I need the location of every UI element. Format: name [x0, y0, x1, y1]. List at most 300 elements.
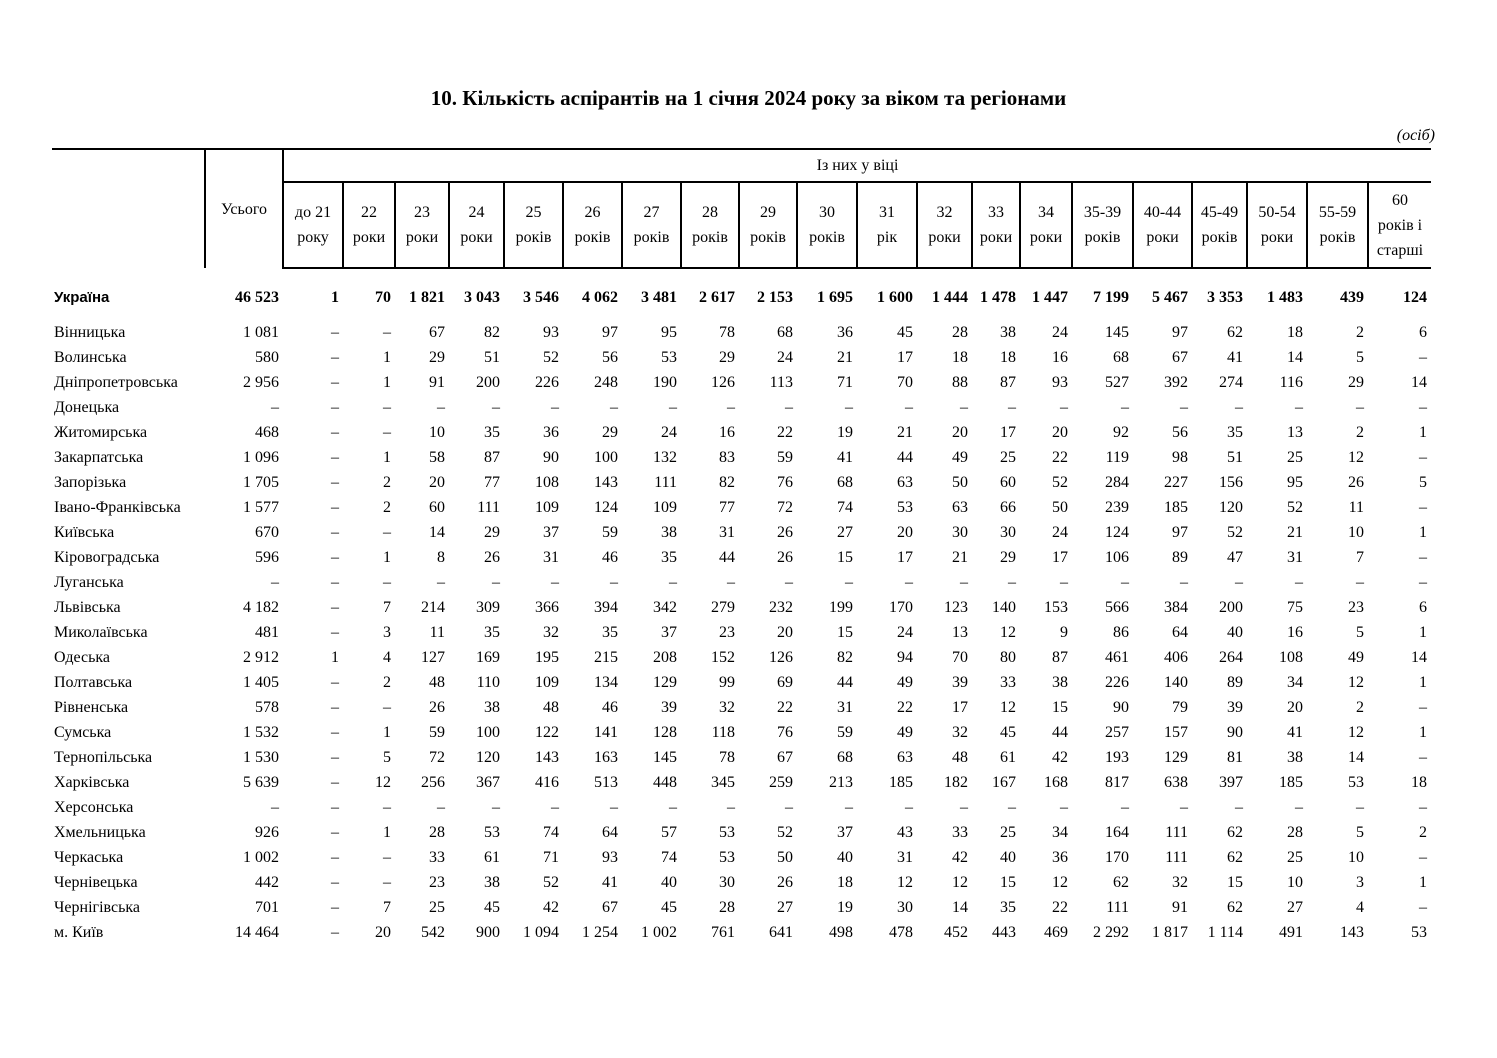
- age-value-cell: 45: [1000, 724, 1016, 741]
- age-value-cell: 108: [1279, 649, 1303, 666]
- age-value-cell: –: [1356, 799, 1364, 816]
- age-value-cell: 71: [543, 849, 559, 866]
- region-name: Полтавська: [54, 674, 133, 691]
- age-header: [395, 182, 449, 268]
- age-value-cell: 93: [543, 324, 559, 341]
- age-value-cell: 82: [719, 474, 735, 491]
- age-header: [1072, 182, 1133, 268]
- age-value-cell: 20: [429, 474, 445, 491]
- age-value-cell: 89: [1227, 674, 1243, 691]
- age-header: [1192, 182, 1247, 268]
- age-value-cell: 279: [711, 599, 735, 616]
- region-name: Херсонська: [54, 799, 134, 816]
- age-value-cell: 12: [1348, 449, 1364, 466]
- age-value-cell: –: [383, 574, 391, 591]
- age-value-cell: –: [1180, 799, 1188, 816]
- age-value-cell: 12: [375, 774, 391, 791]
- age-value-cell: 64: [602, 824, 618, 841]
- age-value-cell: 182: [944, 774, 968, 791]
- age-value-cell: 17: [952, 699, 968, 716]
- age-value-cell: 34: [1052, 824, 1068, 841]
- age-value-cell: 74: [837, 499, 853, 516]
- age-value-cell: 74: [543, 824, 559, 841]
- age-value-cell: 59: [602, 524, 618, 541]
- age-header-line: роки: [460, 229, 493, 246]
- age-value-cell: 200: [1219, 599, 1243, 616]
- age-header: [1020, 182, 1072, 268]
- age-value-cell: –: [331, 749, 339, 766]
- age-value-cell: 12: [1000, 699, 1016, 716]
- age-value-cell: 111: [477, 499, 500, 516]
- age-value-cell: –: [383, 424, 391, 441]
- table-row: [52, 870, 1431, 895]
- age-value-cell: 100: [594, 449, 618, 466]
- age-value-cell: –: [727, 399, 735, 416]
- age-value-cell: 21: [952, 549, 968, 566]
- age-value-cell: 26: [484, 549, 500, 566]
- age-value-cell: 12: [1348, 674, 1364, 691]
- age-value-cell: 18: [952, 349, 968, 366]
- age-value-cell: 342: [653, 599, 677, 616]
- region-name: Кіровоградська: [54, 549, 160, 566]
- age-value-cell: 761: [711, 924, 735, 941]
- age-value-cell: 15: [1227, 874, 1243, 891]
- spacer-row: [52, 312, 1431, 320]
- age-value-cell: 53: [1348, 774, 1364, 791]
- age-value-cell: 23: [429, 874, 445, 891]
- age-value-cell: 2: [1356, 424, 1364, 441]
- age-value-cell: 498: [829, 924, 853, 941]
- age-value-cell: 72: [777, 499, 793, 516]
- age-value-cell: 74: [661, 849, 677, 866]
- age-value-cell: –: [1295, 799, 1303, 816]
- age-value-cell: 3 043: [464, 289, 500, 306]
- age-value-cell: 108: [535, 474, 559, 491]
- age-value-cell: –: [331, 574, 339, 591]
- age-value-cell: 97: [1172, 524, 1188, 541]
- age-value-cell: –: [1121, 399, 1129, 416]
- age-value-cell: 2 292: [1093, 924, 1129, 941]
- age-value-cell: 1 444: [932, 289, 968, 306]
- age-value-cell: 39: [661, 699, 677, 716]
- age-value-cell: 14: [952, 899, 968, 916]
- age-header: [857, 182, 917, 268]
- age-header-line: 45-49: [1200, 204, 1239, 221]
- age-value-cell: 23: [1348, 599, 1364, 616]
- age-value-cell: 17: [897, 349, 913, 366]
- age-value-cell: 25: [1287, 849, 1303, 866]
- age-value-cell: 32: [952, 724, 968, 741]
- age-value-cell: 20: [897, 524, 913, 541]
- age-value-cell: 42: [952, 849, 968, 866]
- total-cell: 1 530: [243, 749, 279, 766]
- age-value-cell: 264: [1219, 649, 1243, 666]
- age-value-cell: 32: [543, 624, 559, 641]
- age-value-cell: 63: [897, 749, 913, 766]
- age-header-line: 30: [819, 204, 835, 221]
- age-value-cell: 87: [1052, 649, 1068, 666]
- age-value-cell: 12: [897, 874, 913, 891]
- age-value-cell: 15: [1052, 699, 1068, 716]
- age-header-line: рік: [876, 229, 898, 246]
- age-value-cell: 113: [769, 374, 793, 391]
- age-value-cell: 109: [535, 499, 559, 516]
- age-value-cell: 88: [952, 374, 968, 391]
- age-value-cell: 1: [1419, 674, 1427, 691]
- age-value-cell: 132: [653, 449, 677, 466]
- age-value-cell: –: [610, 574, 618, 591]
- region-name: Чернігівська: [54, 899, 141, 916]
- age-value-cell: 14: [1348, 749, 1364, 766]
- age-value-cell: 49: [952, 449, 968, 466]
- age-value-cell: 30: [1000, 524, 1016, 541]
- age-value-cell: –: [383, 699, 391, 716]
- age-value-cell: 67: [602, 899, 618, 916]
- age-value-cell: 443: [992, 924, 1016, 941]
- age-value-cell: 195: [535, 649, 559, 666]
- age-value-cell: 77: [719, 499, 735, 516]
- age-value-cell: 18: [1000, 349, 1016, 366]
- age-header: [1133, 182, 1192, 268]
- age-value-cell: 50: [1052, 499, 1068, 516]
- age-value-cell: 46: [602, 699, 618, 716]
- total-cell: 580: [255, 349, 279, 366]
- age-value-cell: 1 600: [877, 289, 913, 306]
- region-name: Вінницька: [54, 324, 126, 341]
- region-name: Дніпропетровська: [54, 374, 178, 391]
- age-value-cell: –: [1121, 574, 1129, 591]
- age-value-cell: 1: [1419, 724, 1427, 741]
- age-value-cell: 126: [769, 649, 793, 666]
- age-value-cell: 1: [1419, 874, 1427, 891]
- age-value-cell: 92: [1113, 424, 1129, 441]
- age-value-cell: 24: [1052, 324, 1068, 341]
- age-value-cell: 11: [429, 624, 445, 641]
- age-value-cell: 1: [383, 374, 391, 391]
- age-value-cell: 41: [837, 449, 853, 466]
- age-value-cell: –: [331, 349, 339, 366]
- age-value-cell: 22: [777, 699, 793, 716]
- age-value-cell: 15: [1000, 874, 1016, 891]
- age-value-cell: 208: [653, 649, 677, 666]
- age-header-line: 32: [936, 204, 953, 221]
- age-value-cell: 94: [897, 649, 913, 666]
- age-value-cell: 68: [837, 749, 853, 766]
- age-value-cell: 124: [1105, 524, 1129, 541]
- age-value-cell: 27: [1287, 899, 1303, 916]
- age-value-cell: –: [492, 799, 500, 816]
- age-value-cell: 25: [1000, 824, 1016, 841]
- age-header: [1368, 182, 1431, 268]
- age-value-cell: 2: [1356, 324, 1364, 341]
- age-value-cell: 82: [484, 324, 500, 341]
- age-value-cell: –: [383, 799, 391, 816]
- age-value-cell: 116: [1279, 374, 1303, 391]
- age-value-cell: 14: [1287, 349, 1303, 366]
- age-value-cell: 35: [602, 624, 618, 641]
- age-value-cell: 24: [777, 349, 793, 366]
- age-value-cell: 14: [429, 524, 445, 541]
- age-value-cell: 59: [777, 449, 793, 466]
- age-group-header: Із них у віці: [283, 149, 1431, 182]
- age-value-cell: 100: [476, 724, 500, 741]
- table-row: [52, 370, 1431, 395]
- age-value-cell: 29: [484, 524, 500, 541]
- age-value-cell: 44: [719, 549, 735, 566]
- age-value-cell: 3 353: [1207, 289, 1243, 306]
- age-header-line: 60: [1392, 191, 1408, 209]
- age-value-cell: 16: [1052, 349, 1068, 366]
- age-value-cell: –: [845, 574, 853, 591]
- age-header-line: 22: [361, 204, 377, 221]
- age-value-cell: 83: [719, 449, 735, 466]
- age-value-cell: 1 817: [1152, 924, 1188, 941]
- age-value-cell: 90: [1227, 724, 1243, 741]
- age-value-cell: 111: [654, 474, 677, 491]
- age-value-cell: 59: [837, 724, 853, 741]
- age-value-cell: 143: [535, 749, 559, 766]
- age-value-cell: –: [331, 699, 339, 716]
- age-value-cell: –: [960, 574, 968, 591]
- age-value-cell: 32: [1172, 874, 1188, 891]
- age-value-cell: 75: [1287, 599, 1303, 616]
- region-name: Черкаська: [54, 849, 124, 866]
- age-value-cell: –: [1235, 574, 1243, 591]
- age-header-line: років: [574, 229, 611, 246]
- age-value-cell: –: [492, 399, 500, 416]
- total-cell: –: [271, 574, 279, 591]
- total-cell: 468: [255, 424, 279, 441]
- age-value-cell: 68: [777, 324, 793, 341]
- age-value-cell: 62: [1227, 899, 1243, 916]
- age-value-cell: 416: [535, 774, 559, 791]
- age-value-cell: 70: [952, 649, 968, 666]
- age-value-cell: 109: [653, 499, 677, 516]
- age-value-cell: 28: [952, 324, 968, 341]
- total-cell: 670: [255, 524, 279, 541]
- age-value-cell: 13: [1287, 424, 1303, 441]
- age-header-line: 26: [584, 204, 601, 221]
- total-cell: 46 523: [235, 289, 279, 306]
- age-value-cell: 11: [1348, 499, 1364, 516]
- age-header-line: 40-44: [1143, 204, 1182, 221]
- age-value-cell: 309: [476, 599, 500, 616]
- age-value-cell: 367: [476, 774, 500, 791]
- age-value-cell: 36: [543, 424, 559, 441]
- age-value-cell: 76: [777, 474, 793, 491]
- region-name: Харківська: [54, 774, 130, 791]
- age-value-cell: 56: [602, 349, 618, 366]
- age-value-cell: 53: [719, 824, 735, 841]
- age-header: [797, 182, 857, 268]
- age-value-cell: 97: [602, 324, 618, 341]
- age-value-cell: 41: [1227, 349, 1243, 366]
- age-value-cell: 60: [1000, 474, 1016, 491]
- age-value-cell: 7: [383, 899, 391, 916]
- age-value-cell: 50: [777, 849, 793, 866]
- age-value-cell: 185: [1164, 499, 1188, 516]
- age-value-cell: –: [1295, 574, 1303, 591]
- age-value-cell: 641: [769, 924, 793, 941]
- age-value-cell: 145: [653, 749, 677, 766]
- age-header-line: років: [633, 229, 670, 246]
- age-value-cell: 1: [383, 824, 391, 841]
- age-value-cell: 22: [897, 699, 913, 716]
- age-header-line: роки: [1146, 229, 1179, 246]
- age-header: [917, 182, 972, 268]
- age-value-cell: 39: [952, 674, 968, 691]
- age-value-cell: 22: [1052, 449, 1068, 466]
- age-value-cell: –: [551, 574, 559, 591]
- age-value-cell: –: [383, 849, 391, 866]
- age-value-cell: 2 153: [757, 289, 793, 306]
- age-value-cell: 127: [421, 649, 445, 666]
- age-value-cell: –: [1008, 799, 1016, 816]
- region-name: Хмельницька: [54, 824, 146, 841]
- age-value-cell: 4: [383, 649, 391, 666]
- age-value-cell: –: [1419, 449, 1427, 466]
- age-value-cell: 345: [711, 774, 735, 791]
- age-value-cell: 366: [535, 599, 559, 616]
- age-value-cell: 7: [383, 599, 391, 616]
- age-value-cell: 9: [1060, 624, 1068, 641]
- age-value-cell: 4 062: [582, 289, 618, 306]
- age-value-cell: 491: [1279, 924, 1303, 941]
- age-value-cell: 40: [661, 874, 677, 891]
- table-row: [52, 595, 1431, 620]
- age-value-cell: 5: [1356, 349, 1364, 366]
- age-header: [972, 182, 1020, 268]
- age-value-cell: 239: [1105, 499, 1129, 516]
- age-value-cell: 46: [602, 549, 618, 566]
- age-value-cell: 38: [1000, 324, 1016, 341]
- age-value-cell: 40: [1227, 624, 1243, 641]
- age-value-cell: 35: [661, 549, 677, 566]
- total-cell: 1 577: [243, 499, 279, 516]
- age-value-cell: 1: [1419, 524, 1427, 541]
- age-value-cell: 29: [719, 349, 735, 366]
- age-header-line: років: [809, 229, 845, 246]
- age-value-cell: –: [1419, 849, 1427, 866]
- age-value-cell: –: [905, 574, 913, 591]
- age-value-cell: 6: [1419, 324, 1427, 341]
- age-value-cell: 52: [543, 349, 559, 366]
- age-value-cell: –: [669, 399, 677, 416]
- age-value-cell: –: [905, 799, 913, 816]
- age-value-cell: 3: [383, 624, 391, 641]
- table-row: [52, 745, 1431, 770]
- age-value-cell: 37: [661, 624, 677, 641]
- age-value-cell: 48: [429, 674, 445, 691]
- age-value-cell: 152: [711, 649, 735, 666]
- age-value-cell: 67: [777, 749, 793, 766]
- age-value-cell: 21: [1287, 524, 1303, 541]
- age-value-cell: 2: [1356, 699, 1364, 716]
- age-value-cell: 638: [1164, 774, 1188, 791]
- age-value-cell: 5: [1419, 474, 1427, 491]
- age-value-cell: 67: [1172, 349, 1188, 366]
- age-value-cell: 52: [1227, 524, 1243, 541]
- age-value-cell: –: [1008, 574, 1016, 591]
- age-value-cell: 21: [837, 349, 853, 366]
- age-value-cell: –: [492, 574, 500, 591]
- age-value-cell: 78: [719, 324, 735, 341]
- age-value-cell: –: [331, 449, 339, 466]
- age-value-cell: 168: [1044, 774, 1068, 791]
- age-value-cell: 8: [437, 549, 445, 566]
- age-value-cell: 118: [711, 724, 735, 741]
- age-value-cell: 1: [1419, 424, 1427, 441]
- age-value-cell: 95: [1287, 474, 1303, 491]
- age-value-cell: 1: [1419, 624, 1427, 641]
- age-value-cell: 128: [653, 724, 677, 741]
- age-header: [449, 182, 504, 268]
- region-name: Донецька: [54, 399, 120, 416]
- age-value-cell: 20: [375, 924, 391, 941]
- age-value-cell: –: [1419, 349, 1427, 366]
- age-value-cell: –: [727, 574, 735, 591]
- age-value-cell: 256: [421, 774, 445, 791]
- age-value-cell: 77: [484, 474, 500, 491]
- age-header-line: 35-39: [1083, 204, 1122, 221]
- age-value-cell: 37: [837, 824, 853, 841]
- age-header-line: років: [1084, 229, 1121, 246]
- age-value-cell: 32: [719, 699, 735, 716]
- age-value-cell: 16: [719, 424, 735, 441]
- age-header-line: роки: [1260, 229, 1294, 246]
- age-value-cell: 5: [1356, 624, 1364, 641]
- table-row: [52, 445, 1431, 470]
- region-name: Волинська: [54, 349, 127, 366]
- age-value-cell: –: [1419, 749, 1427, 766]
- age-value-cell: –: [845, 799, 853, 816]
- age-value-cell: 31: [837, 699, 853, 716]
- age-value-cell: 10: [1348, 524, 1364, 541]
- age-value-cell: 87: [1000, 374, 1016, 391]
- age-value-cell: –: [1356, 574, 1364, 591]
- age-header: [283, 182, 343, 268]
- region-name: Україна: [54, 289, 110, 306]
- age-header-line: роки: [979, 229, 1013, 246]
- region-name: Одеська: [54, 649, 111, 666]
- age-value-cell: 14: [1411, 374, 1427, 391]
- age-value-cell: 52: [1287, 499, 1303, 516]
- age-value-cell: –: [383, 874, 391, 891]
- age-value-cell: –: [331, 549, 339, 566]
- age-value-cell: 98: [1172, 449, 1188, 466]
- age-value-cell: –: [610, 799, 618, 816]
- age-value-cell: 153: [1044, 599, 1068, 616]
- age-value-cell: 106: [1105, 549, 1129, 566]
- age-value-cell: –: [1180, 399, 1188, 416]
- age-value-cell: 448: [653, 774, 677, 791]
- age-value-cell: 20: [777, 624, 793, 641]
- age-value-cell: 45: [897, 324, 913, 341]
- region-name: Тернопільська: [54, 749, 153, 766]
- age-value-cell: 1: [383, 549, 391, 566]
- total-cell: 1 002: [243, 849, 279, 866]
- age-value-cell: 18: [1411, 774, 1427, 791]
- age-value-cell: 47: [1227, 549, 1243, 566]
- age-value-cell: –: [331, 674, 339, 691]
- age-value-cell: 28: [429, 824, 445, 841]
- age-value-cell: 33: [952, 824, 968, 841]
- age-value-cell: 1 002: [641, 924, 677, 941]
- age-value-cell: –: [1356, 399, 1364, 416]
- age-value-cell: –: [845, 399, 853, 416]
- age-value-cell: 25: [1287, 449, 1303, 466]
- age-value-cell: 30: [719, 874, 735, 891]
